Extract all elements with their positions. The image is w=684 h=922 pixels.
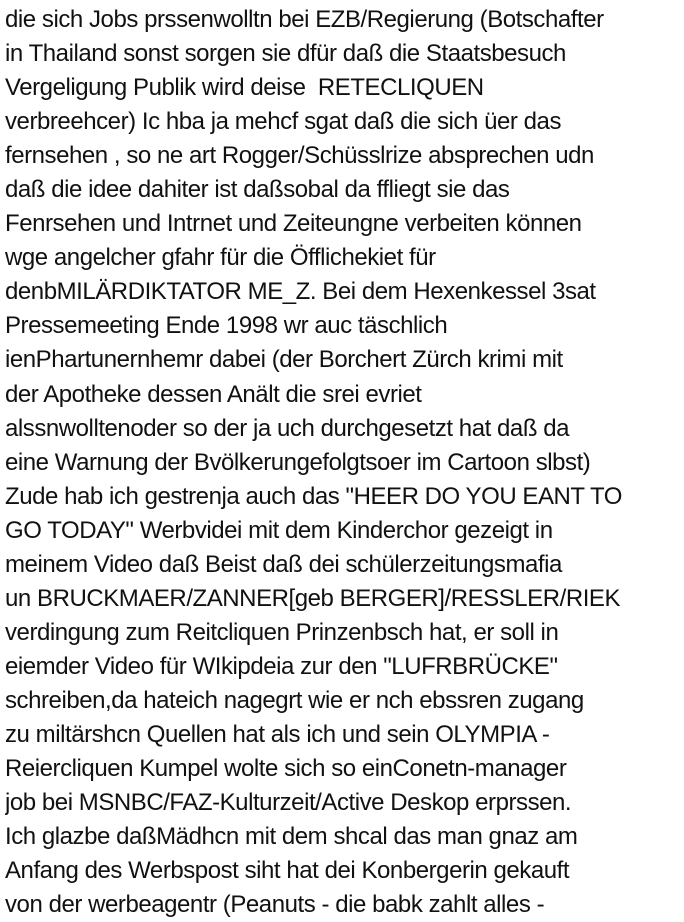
text-line: daß die idee dahiter ist daßsobal da ffliegt sie das xyxy=(5,176,510,204)
text-line: ienPhartunernhemr dabei (der Borchert Zürch krimi mit xyxy=(5,346,563,374)
text-line: Zude hab ich gestrenja auch das "HEER DO YOU EANT TO xyxy=(5,482,622,510)
text-line: eine Warnung der Bvölkerungefolgtsoer im Cartoon slbst) xyxy=(5,448,591,476)
text-line: wge angelcher gfahr für die Öfflichekiet für xyxy=(5,244,436,272)
text-line: un BRUCKMAER/ZANNER[geb BERGER]/RESSLER/RIEK xyxy=(5,584,621,612)
text-line: meinem Video daß Beist daß dei schülerzeitungsmafia xyxy=(5,550,562,578)
text-line: eiemder Video für WIkipdeia zur den "LUFRBRÜCKE" xyxy=(5,652,558,680)
text-line: Anfang des Werbspost siht hat dei Konbergerin gekauft xyxy=(5,857,570,885)
text-line: Pressemeeting Ende 1998 wr auc täschlich xyxy=(5,312,448,340)
text-line: Vergeligung Publik wird deise RETECLIQUEN xyxy=(5,74,484,102)
text-line: Reiercliquen Kumpel wolte sich so einConetn-manager xyxy=(5,755,567,783)
text-line: zu miltärshcn Quellen hat als ich und sein OLYMPIA - xyxy=(5,720,550,748)
text-line: denbMILÄRDIKTATOR ME_Z. Bei dem Hexenkessel 3sat xyxy=(5,278,596,306)
text-line: verdingung zum Reitcliquen Prinzenbsch hat, er soll in xyxy=(5,618,559,646)
text-line: job bei MSNBC/FAZ-Kulturzeit/Active Deskop erprssen. xyxy=(5,789,572,817)
text-line: in Thailand sonst sorgen sie dfür daß die Staatsbesuch xyxy=(5,40,566,68)
text-line: von der werbeagentr (Peanuts - die babk zahlt alles - xyxy=(5,891,545,919)
text-line: Ich glazbe daßMädhcn mit dem shcal das man gnaz am xyxy=(5,823,578,851)
text-line: GO TODAY" Werbvidei mit dem Kinderchor gezeigt in xyxy=(5,516,553,544)
text-line: fernsehen , so ne art Rogger/Schüsslrize absprechen udn xyxy=(5,142,594,170)
text-line: der Apotheke dessen Anält die srei evriet xyxy=(5,380,422,408)
text-line: alssnwolltenoder so der ja uch durchgesetzt hat daß da xyxy=(5,414,570,442)
text-line: schreiben,da hateich nagegrt wie er nch ebssren zugang xyxy=(5,686,584,714)
text-line: verbreehcer) Ic hba ja mehcf sgat daß die sich üer das xyxy=(5,108,561,136)
text-line: die sich Jobs prssenwolltn bei EZB/Regierung (Botschafter xyxy=(5,6,604,33)
text-line: Fenrsehen und Intrnet und Zeiteungne verbeiten können xyxy=(5,210,582,238)
